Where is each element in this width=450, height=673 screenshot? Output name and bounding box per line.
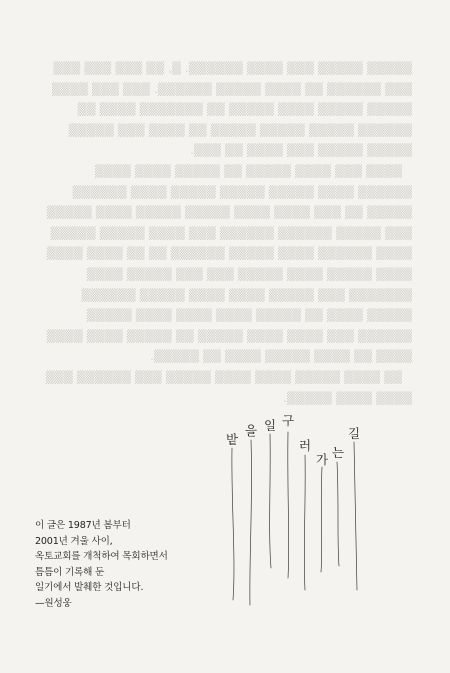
- bleed-through-text: ▒▒▒▒▒ ▒▒▒▒▒ ▒▒▒ ▒▒▒▒ ▒▒▒▒▒▒. ▒, ▒▒ ▒▒▒ ▒▒▒ ▒▒▒ ▒▒▒ ▒▒▒▒▒▒ ▒▒ ▒▒▒▒ ▒▒▒▒▒ ▒▒▒▒▒▒. ▒▒▒ ▒▒▒ ▒▒▒▒ ▒▒▒▒▒ ▒▒▒▒▒ ▒▒▒▒ ▒▒▒▒▒ ▒▒ ▒▒▒▒▒▒▒ ▒▒▒▒ ▒▒ ▒▒▒▒▒▒ ▒▒▒▒▒ ▒▒▒▒▒ ▒▒▒▒▒ ▒▒ ▒▒▒▒ ▒▒▒ ▒▒▒▒▒ ▒▒▒▒▒ ▒▒▒▒▒ ▒▒▒ ▒▒▒▒ ▒▒ ▒▒▒. ▒▒▒▒ ▒▒▒ ▒▒▒▒ ▒▒▒▒▒ ▒▒ ▒▒▒▒▒ ▒▒▒▒ ▒▒▒▒ ▒▒▒▒▒▒ ▒▒▒▒ ▒▒▒▒▒ ▒▒▒▒▒ ▒▒▒▒▒ ▒▒▒▒ ▒▒▒▒▒▒ ▒▒▒▒▒ ▒▒ ▒▒▒ ▒▒▒▒ ▒▒▒▒ ▒▒▒▒▒ ▒▒▒▒▒ ▒▒▒▒ ▒▒▒▒▒ ▒▒▒ ▒▒▒▒▒ ▒▒▒▒▒▒ ▒▒▒▒▒▒ ▒▒▒ ▒▒▒▒ ▒▒▒▒▒ ▒▒▒▒▒ ▒▒▒▒ ▒▒▒▒▒▒ ▒▒▒▒ ▒▒▒▒▒ ▒▒▒▒▒▒ ▒▒ ▒▒ ▒▒▒▒ ▒▒▒▒ ▒▒▒▒ ▒▒▒▒▒ ▒▒▒▒ ▒▒▒▒▒ ▒▒▒ ▒▒▒ ▒▒▒▒▒ ▒▒▒▒ ▒▒▒▒▒▒▒ ▒▒▒ ▒▒▒▒▒ ▒▒▒▒ ▒▒▒▒ ▒▒▒▒▒ ▒▒▒▒▒▒ ▒▒▒▒▒ ▒▒▒▒ ▒▒ ▒▒▒▒▒ ▒▒▒▒ ▒▒▒▒ ▒▒▒▒ ▒▒▒▒▒ ▒▒▒▒▒▒ ▒▒▒ ▒▒▒▒ ▒▒▒▒ ▒▒▒▒▒ ▒▒ ▒▒▒▒▒ ▒▒▒▒ ▒▒▒▒ ▒▒▒▒ ▒▒ ▒▒▒▒ ▒▒▒▒▒ ▒▒▒▒ ▒▒ ▒▒▒▒▒. ▒▒ ▒▒▒▒ ▒▒▒▒▒ ▒▒▒▒ ▒▒▒▒ ▒▒▒▒▒ ▒▒▒ ▒▒▒▒▒▒ ▒▒▒ ▒▒▒▒ ▒▒▒▒ ▒▒▒▒▒.: [45, 61, 412, 405]
- title-char-8: 길: [348, 426, 361, 441]
- credit-author: —원성웅: [35, 597, 72, 609]
- title-char-6: 가: [316, 452, 329, 467]
- title-char-3: 일: [264, 418, 277, 433]
- title-char-1: 밭: [226, 432, 239, 447]
- credit-line-2: 2001년 겨울 사이,: [35, 535, 113, 547]
- credit-note: [35, 518, 215, 611]
- credit-line-5: 일기에서 발췌한 것입니다.: [35, 582, 144, 593]
- title-char-5: 러: [299, 438, 312, 453]
- credit-line-1: 이 글은 1987년 봄부터: [35, 520, 131, 531]
- title-char-4: 구: [282, 413, 295, 428]
- title-char-2: 을: [245, 423, 258, 438]
- title-char-7: 는: [332, 445, 345, 460]
- credit-line-4: 틈틈이 기록해 둔: [35, 566, 105, 578]
- credit-line-3: 옥토교회를 개척하여 목회하면서: [35, 551, 168, 562]
